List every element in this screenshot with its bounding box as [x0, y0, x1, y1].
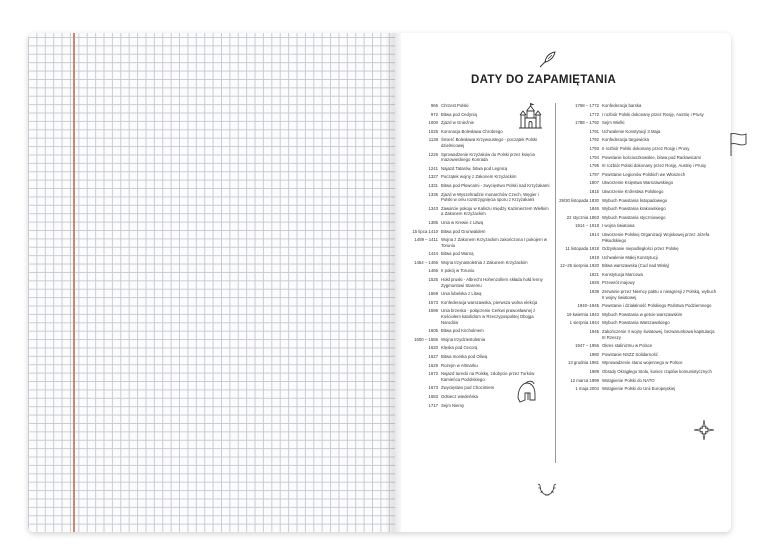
entry-event: II rozbiór Polski dokonany przez Rosję i Prusy — [602, 145, 690, 151]
entry-event: Przewrót majowy — [602, 280, 635, 286]
flag-icon — [728, 131, 750, 157]
laurel-wreath-icon — [537, 477, 557, 497]
entry-event: Uchwalenie Konstytucji 3 Maja — [602, 128, 661, 134]
timeline-entry — [400, 237, 550, 248]
entry-event: Unia lubelska z Litwą — [441, 291, 482, 297]
entry-event: Konfederacja targowicka — [602, 137, 650, 143]
timeline-entry — [400, 277, 550, 288]
timeline-entry — [400, 174, 550, 180]
entry-event: Utworzenie Księstwa Warszawskiego — [602, 180, 674, 186]
entry-event: Zjazd w Wyszehradzie monarchów Czech, Węgier i Polski w celu rozstrzygnięcia sporu z Krzyżakami — [441, 191, 539, 203]
entry-date: 1772 — [589, 111, 599, 117]
timeline-entry — [558, 303, 718, 309]
timeline-entry — [400, 394, 550, 400]
timeline-entry — [558, 223, 718, 229]
entry-date: 1241 — [428, 165, 438, 171]
grid-page — [28, 33, 395, 532]
entry-event: Wojna trzynastoletnia z Zakonem Krzyżackim — [441, 259, 528, 265]
entry-date: 1600 – 1656 — [414, 336, 438, 342]
entry-event: Wojna trzydziestoletnia — [441, 336, 486, 342]
timeline-entry — [400, 291, 550, 297]
entry-date: 1 maja 2004 — [575, 386, 599, 392]
entry-date: 1 sierpnia 1944 — [569, 320, 599, 326]
entry-date: 1466 — [428, 268, 438, 274]
entry-date: 1807 — [589, 180, 599, 186]
entry-event: II pokój w Toruniu — [441, 268, 475, 274]
timeline-entry — [558, 198, 718, 204]
entry-date: 1846 — [589, 206, 599, 212]
entry-event: Powstanie i działalność Polskiego Państwa Podziemnego — [602, 303, 712, 309]
entry-date: 1788 – 1792 — [575, 120, 599, 126]
entry-date: 1717 — [428, 402, 438, 408]
entry-event: Chrzest Polski — [441, 103, 469, 108]
timeline-entry — [400, 183, 550, 189]
entry-date: 1025 — [428, 128, 438, 134]
timeline-entry — [400, 251, 550, 257]
entry-event: Zjazd w Gnieźnie — [441, 120, 474, 126]
entry-event: Wybuch Powstania w getcie warszawskim — [602, 311, 683, 317]
entry-event: Unia brzeska - połączenie Cerkwi prawosławnej z Kościołem katolickim w Rzeczypospolitej Obojga Narodów — [441, 308, 536, 325]
timeline-entry — [400, 120, 550, 126]
timeline-entry — [558, 189, 718, 195]
entry-date: 1919 — [589, 254, 599, 260]
timeline-entry — [558, 378, 718, 384]
entry-event: Konstytucja Marcowa — [602, 271, 643, 277]
timeline-entry — [558, 312, 718, 318]
timeline-entry — [558, 360, 718, 366]
entry-date: 1629 — [428, 362, 438, 368]
timeline-entry — [558, 246, 718, 252]
entry-date: 1815 — [589, 188, 599, 194]
quill-icon — [537, 50, 557, 70]
timeline-entry — [558, 103, 718, 109]
entry-event: Bitwa pod Cedynią — [441, 111, 477, 117]
entry-date: 1914 – 1918 — [575, 223, 599, 229]
timeline-entry — [400, 385, 550, 391]
entry-event: Utworzenie Królestwa Polskiego — [602, 188, 664, 194]
entry-event: Wybuch Powstania styczniowego — [602, 214, 666, 220]
entry-event: Sprowadzenie Krzyżaków do Polski przez księcia mazowieckiego Konrada — [441, 151, 535, 163]
entry-event: Obrady Okrągłego Stołu, koniec rządów komunistycznych — [602, 369, 712, 374]
timeline-entry — [558, 272, 718, 278]
entry-event: I wojna światowa — [602, 223, 635, 229]
entry-date: 15 lipca 1410 — [412, 228, 438, 234]
entry-event: Bitwa pod Kircholmem — [441, 328, 484, 334]
timeline-entry — [558, 280, 718, 286]
entry-event: Powstanie Legionów Polskich we Włoszech — [602, 171, 686, 177]
entry-date: 1672 — [428, 371, 438, 377]
entry-event: Najazd turecki na Polskę, zdobycie przez Turków Kamieńca Podolskiego — [441, 371, 535, 382]
timeline-entry — [558, 163, 718, 169]
entry-date: 1797 — [589, 171, 599, 177]
page-title: DATY DO ZAPAMIĘTANIA — [471, 74, 617, 86]
timeline-entry — [558, 146, 718, 152]
timeline-right — [558, 103, 718, 395]
entry-event: Bitwa warszawska (Cud nad Wisłą) — [602, 263, 670, 269]
entry-date: 1793 — [589, 145, 599, 151]
entry-event: III rozbiór Polski dokonany przez Rosję, Austrię i Prusy — [602, 163, 707, 169]
timeline-entry — [400, 354, 550, 360]
entry-date: 1795 — [589, 163, 599, 169]
entry-event: Wstąpienie Polski do NATO — [602, 377, 655, 383]
entry-date: 1327 — [428, 174, 438, 180]
entry-event: Wojna z Zakonem Krzyżackim zakończona I pokojem w Toruniu — [441, 237, 547, 248]
timeline-entry — [558, 112, 718, 118]
entry-event: Zawarcie pokoju w Kaliszu między Kazimierzem Wielkim a Zakonem Krzyżackim — [441, 205, 549, 217]
entry-date: 1989 — [589, 369, 599, 374]
timeline-entry — [558, 263, 718, 269]
entry-date: 1525 — [428, 277, 438, 283]
timeline-entry — [558, 232, 718, 243]
timeline-entry — [558, 155, 718, 161]
entry-event: Bitwa pod Warną — [441, 251, 474, 257]
column-divider — [555, 103, 556, 463]
entry-event: Zerwanie przez Niemcy paktu o nieagresji z Polską, wybuch II wojny światowej — [602, 289, 717, 300]
entry-event: Hołd pruski - Albrecht Hohenzollern składa hołd lenny Zygmuntowi Staremu — [441, 277, 543, 288]
entry-event: Powstanie NSZZ Solidarność — [602, 351, 658, 357]
timeline-entry — [400, 129, 550, 135]
timeline-entry — [558, 129, 718, 135]
entry-date: 1226 — [428, 151, 438, 157]
entry-event: Konfederacja barska — [602, 103, 642, 108]
entry-date: 1444 — [428, 251, 438, 257]
entry-date: 1794 — [589, 154, 599, 160]
entry-event: Powstanie kościuszkowskie, bitwa pod Racławicami — [602, 154, 701, 160]
entry-date: 1940–1945 — [577, 303, 599, 309]
entry-date: 1620 — [428, 345, 438, 351]
entry-date: 1683 — [428, 393, 438, 399]
entry-event: Utworzenie Polskiej Organizacji Wojskowej przez Józefa Piłsudskiego — [602, 231, 710, 243]
entry-event: Sejm Niemy — [441, 402, 465, 408]
entry-date: 1921 — [589, 271, 599, 277]
entry-date: 12–25 sierpnia 1920 — [560, 263, 599, 269]
entry-event: Wybuch Powstania listopadowego — [602, 197, 668, 203]
entry-event: Wprowadzenie stanu wojennego w Polsce — [602, 360, 683, 366]
entry-date: 1980 — [589, 351, 599, 357]
timeline-entry — [400, 337, 550, 343]
timeline-entry — [558, 369, 718, 375]
entry-event: Unia w Krewie z Litwą — [441, 219, 484, 225]
entry-date: 12 marca 1999 — [570, 377, 599, 383]
entry-date: 1605 — [428, 328, 438, 334]
entry-event: Najazd Tatarów, bitwa pod Legnicą — [441, 165, 508, 171]
timeline-entry — [400, 220, 550, 226]
timeline-entry — [558, 289, 718, 300]
entry-date: 1914 — [589, 231, 599, 237]
entry-event: Wybuch Powstania krakowskiego — [602, 206, 666, 212]
entry-date: 1939 — [589, 289, 599, 295]
timeline-entry — [400, 328, 550, 334]
timeline-entry — [400, 268, 550, 274]
entry-date: 1791 — [589, 128, 599, 134]
timeline-entry — [558, 137, 718, 143]
timeline-entry — [558, 255, 718, 261]
timeline-entry — [558, 120, 718, 126]
timeline-entry — [400, 206, 550, 217]
entry-date: 19 kwietnia 1943 — [566, 311, 599, 317]
entry-event: Śmierć Bolesława Krzywoustego - początek Polski dzielnicowej — [441, 137, 538, 148]
entry-event: Uchwalenie Małej Konstytucji — [602, 254, 658, 260]
timeline-entry — [400, 137, 550, 148]
entry-event: I rozbiór Polski dokonany przez Rosję, Austrię i Prusy — [602, 111, 704, 117]
margin-line — [73, 33, 75, 532]
timeline-entry — [400, 403, 550, 409]
page-gutter — [385, 33, 401, 532]
entry-event: Zakończenie II wojny światowej, bezwarunkowa kapitulacja III Rzeszy — [602, 329, 715, 340]
timeline-entry — [400, 192, 550, 203]
entry-date: 1627 — [428, 354, 438, 359]
timeline-left — [400, 103, 550, 411]
timeline-entry — [400, 260, 550, 266]
entry-date: 1489 – 1411 — [414, 237, 438, 243]
entry-date: 1926 — [589, 280, 599, 286]
entry-date: 11 listopada 1918 — [565, 246, 599, 252]
entry-date: 1596 — [428, 308, 438, 314]
entry-date: 13 grudnia 1981 — [567, 360, 599, 366]
timeline-entry — [400, 308, 550, 325]
timeline-entry — [400, 103, 550, 109]
entry-event: Rozejm w Altmarku — [441, 362, 478, 368]
timeline-entry — [400, 363, 550, 369]
timeline-entry — [558, 329, 718, 340]
entry-event: Bitwa pod Płowcami - zwycięstwo Polski nad Krzyżakami — [441, 182, 550, 188]
entry-event: Okres stalinizmu w Polsce — [602, 343, 653, 349]
entry-date: 1945 — [589, 329, 599, 335]
entry-date: 1768 – 1772 — [575, 103, 599, 108]
entry-event: Wstąpienie Polski do Unii Europejskiej — [602, 386, 676, 392]
timeline-entry — [558, 172, 718, 178]
timeline-entry — [558, 320, 718, 326]
entry-date: 1343 — [428, 205, 438, 211]
entry-date: 1673 — [428, 385, 438, 391]
timeline-entry — [558, 215, 718, 221]
entry-event: Koronacja Bolesława Chrobrego — [441, 128, 503, 134]
entry-event: Zwycięstwo pod Chocimiem — [441, 385, 495, 391]
entry-date: 1138 — [428, 137, 438, 143]
entry-date: 1792 — [589, 137, 599, 143]
entry-date: 1454 – 1466 — [414, 259, 438, 265]
timeline-entry — [558, 343, 718, 349]
entry-event: Wybuch Powstania Warszawskiego — [602, 320, 670, 326]
entry-date: 1947 – 1956 — [575, 343, 599, 349]
entry-date: 1000 — [428, 120, 438, 126]
entry-event: Początek wojny z Zakonem Krzyżackim — [441, 174, 517, 180]
entry-event: Odzyskanie niepodległości przez Polskę — [602, 246, 679, 252]
entry-date: 1385 — [428, 219, 438, 225]
compass-rose-icon — [694, 420, 714, 440]
entry-date: 1569 — [428, 291, 438, 297]
timeline-entry — [400, 166, 550, 172]
entry-event: Konfederacja warszawska, pierwsza wolna elekcja — [441, 299, 538, 305]
entry-date: 1335 — [428, 191, 438, 197]
timeline-entry — [400, 112, 550, 118]
timeline-entry — [400, 229, 550, 235]
timeline-entry — [400, 300, 550, 306]
timeline-entry — [400, 371, 550, 382]
entry-date: 1331 — [428, 182, 438, 188]
timeline-entry — [400, 152, 550, 163]
timeline-entry — [558, 352, 718, 358]
entry-date: 22 stycznia 1863 — [566, 214, 599, 220]
entry-date: 972 — [430, 111, 438, 117]
entry-date: 966 — [430, 103, 438, 108]
entry-event: Bitwa pod Grunwaldem — [441, 228, 486, 234]
entry-event: Bitwa morska pod Oliwą — [441, 354, 488, 359]
timeline-entry — [558, 180, 718, 186]
entry-event: Odsiecz wiedeńska — [441, 393, 479, 399]
timeline-entry — [558, 386, 718, 392]
entry-event: Klęska pod Cecorą — [441, 345, 478, 351]
timeline-entry — [400, 345, 550, 351]
entry-date: 1573 — [428, 299, 438, 305]
timeline-entry — [558, 206, 718, 212]
entry-date: 29/30 listopada 1830 — [559, 197, 599, 203]
entry-event: Sejm Wielki — [602, 120, 625, 126]
